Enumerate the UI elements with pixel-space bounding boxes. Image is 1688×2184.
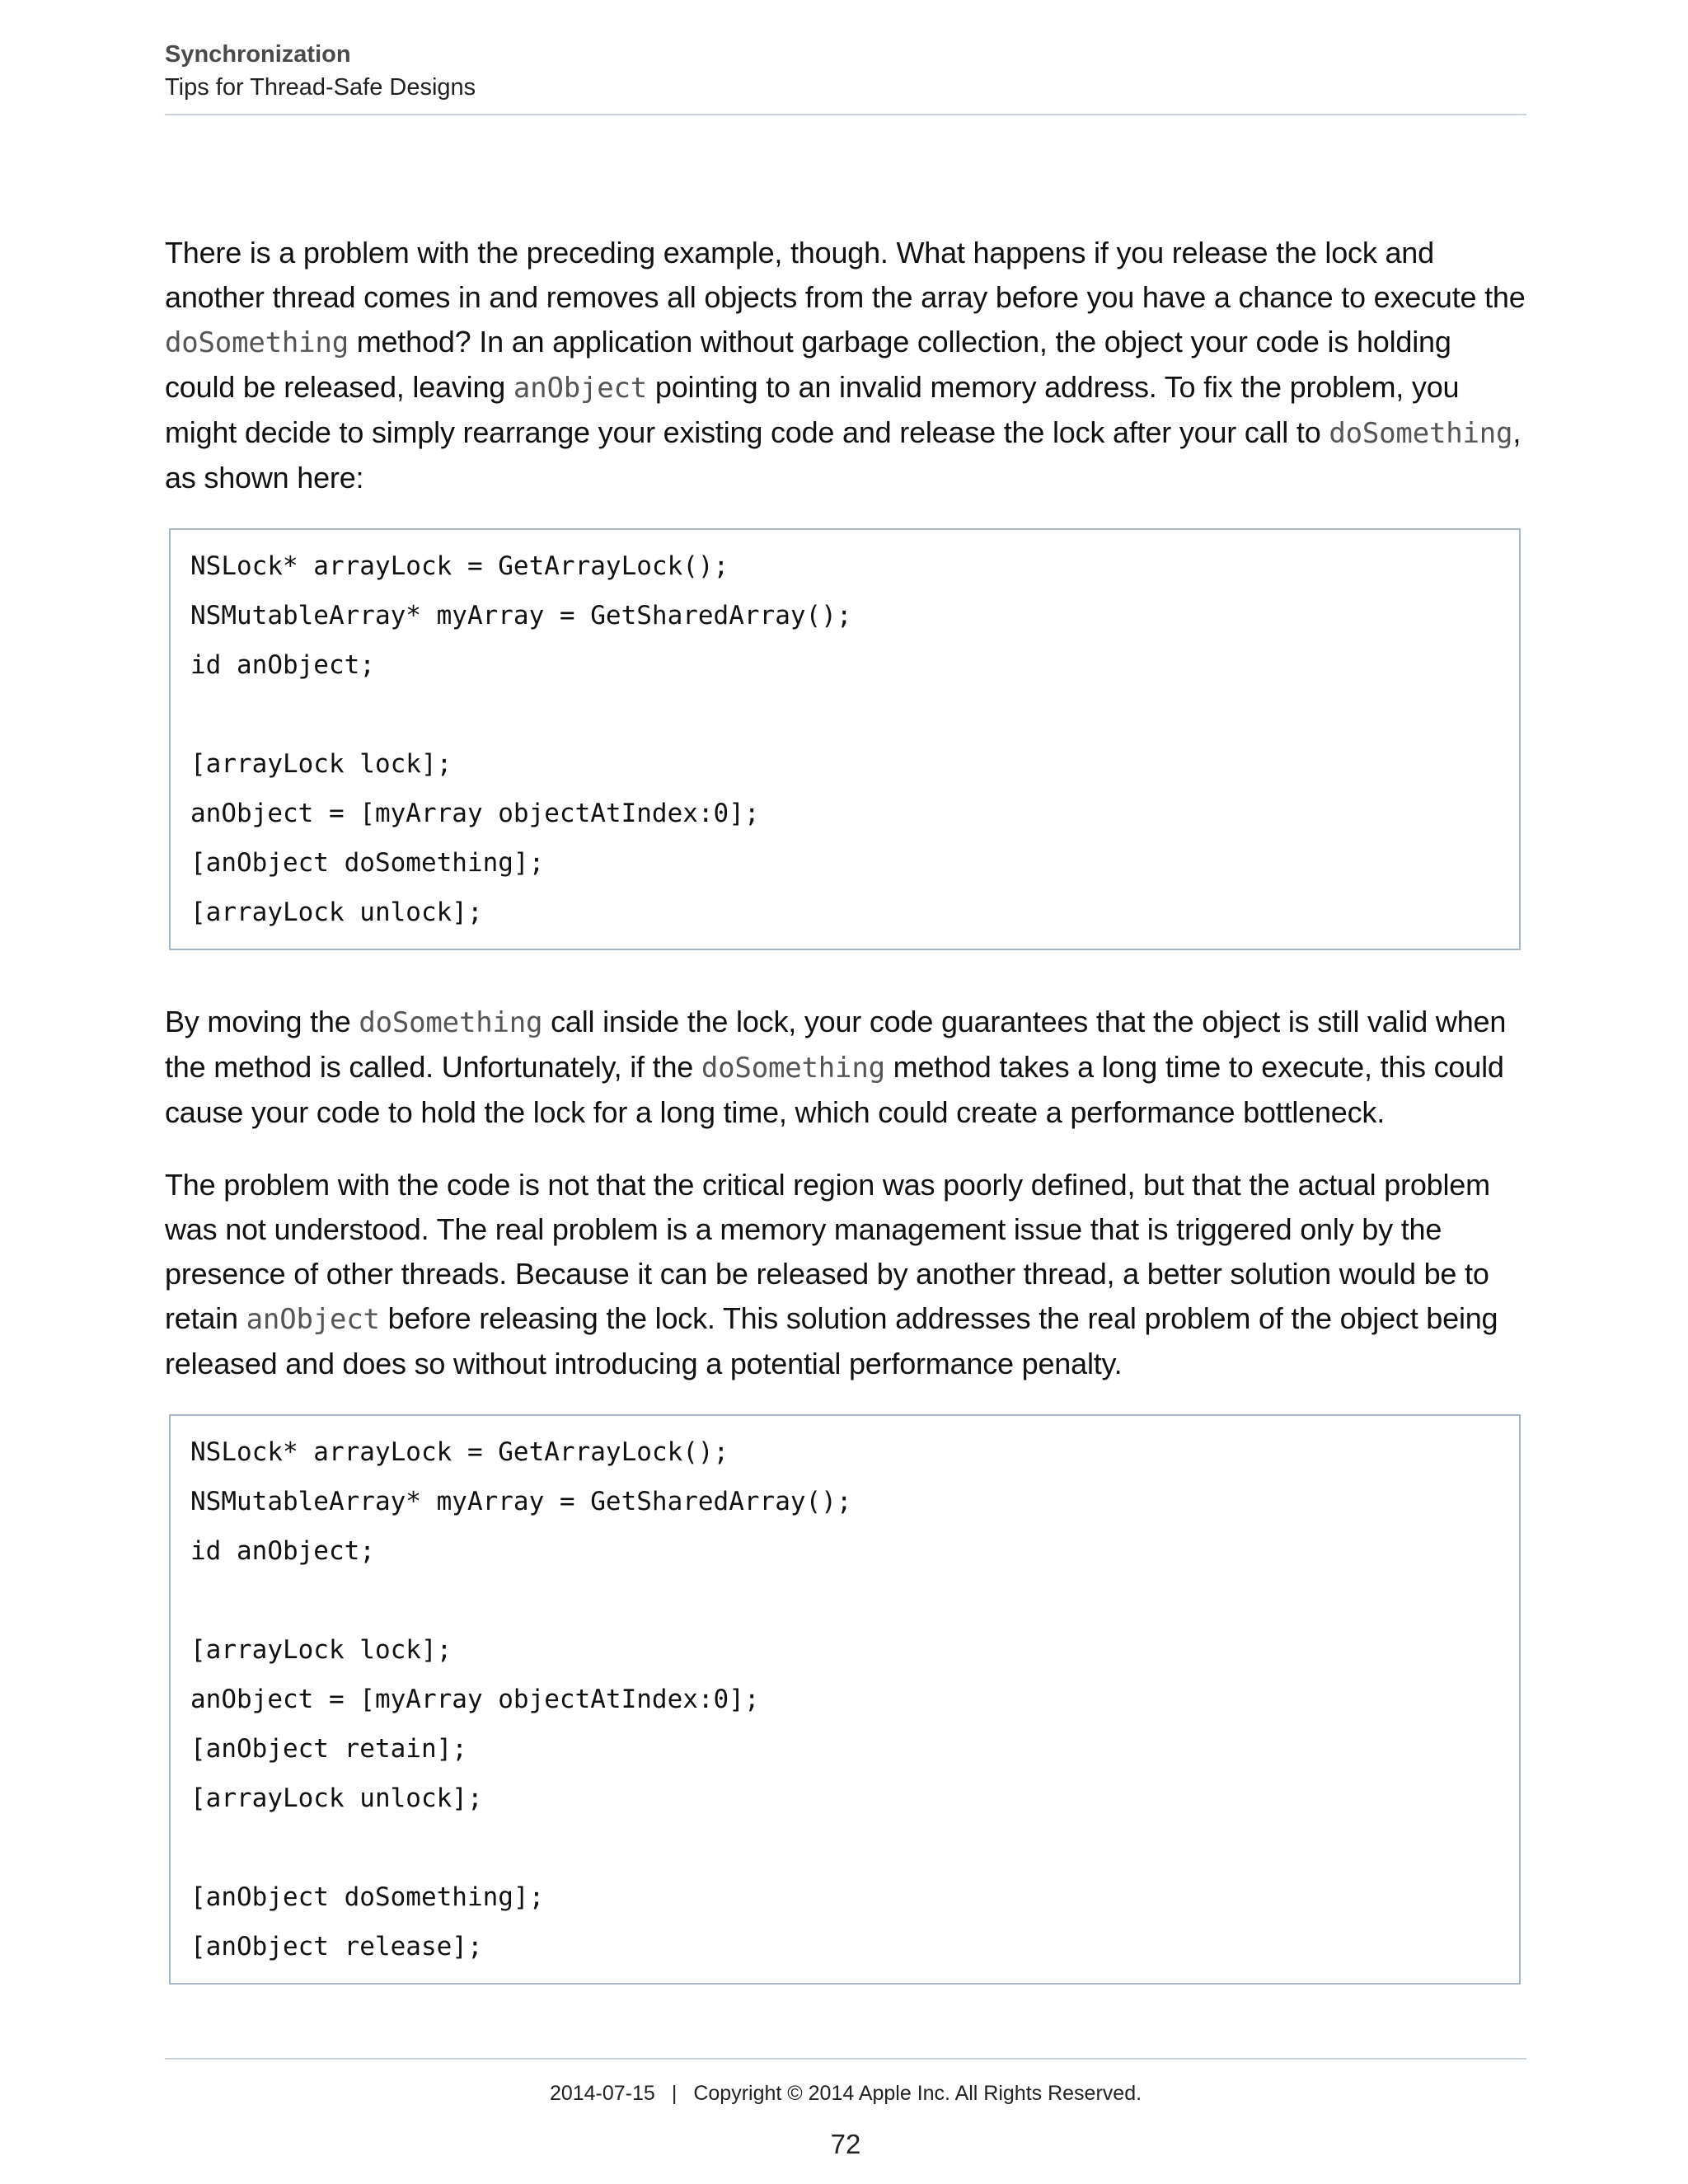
code-line [190,690,1499,739]
paragraph-text: method takes a long time to execute, this could cause your code to hold the lock for a long time, which could create a performance bottleneck. [165,1050,1504,1129]
paragraph-text: before releasing the lock. This solution addresses the real problem of the object being released and does so without introducing a potential performance penalty. [165,1301,1498,1380]
paragraph-text: pointing to an invalid memory address. To fix the problem, you might decide to simply rearrange your existing code and release the lock after your call to [165,370,1460,449]
inline-code: anObject [246,1303,380,1336]
code-line: [arrayLock lock]; [190,749,452,779]
paragraph-problem [165,1163,1526,1386]
paragraph-text: call inside the lock, your code guarantees that the object is still valid when the method is called. Unfortunately, if the [165,1005,1507,1084]
code-line [190,1576,1499,1625]
code-line: NSLock* arrayLock = GetArrayLock(); [190,551,729,581]
code-line: [anObject release]; [190,1932,483,1961]
page-number: 72 [830,2129,861,2159]
code-line: [anObject doSomething]; [190,1882,545,1912]
code-line: [anObject retain]; [190,1734,467,1764]
inline-code: doSomething [1329,417,1513,450]
code-line [190,1823,1499,1872]
code-line: id anObject; [190,1536,375,1566]
footer-copyright: Copyright © 2014 Apple Inc. All Rights Reserved. [693,2082,1142,2105]
paragraph-intro [165,231,1526,500]
code-listing-2 [169,1414,1521,1985]
code-line: NSMutableArray* myArray = GetSharedArray(); [190,1487,852,1516]
code-line: NSMutableArray* myArray = GetSharedArray(); [190,601,852,630]
paragraph-text: The problem with the code is not that the critical region was poorly defined, but that the actual problem was not understood. The real problem is a memory management issue that is triggered only by the presence of other threads. Because it can be released by another thread, a better solution would be to retain [165,1168,1490,1335]
paragraph-moving [165,1000,1526,1135]
code-line: NSLock* arrayLock = GetArrayLock(); [190,1437,729,1467]
inline-code: doSomething [701,1052,885,1085]
page-content [165,231,1526,1985]
code-listing-1 [169,528,1521,950]
code-line: anObject = [myArray objectAtIndex:0]; [190,1685,760,1714]
page-footer [165,2058,1526,2160]
paragraph-text: , as shown here: [165,415,1522,494]
chapter-title: Synchronization [165,41,351,68]
paragraph-text: There is a problem with the preceding example, though. What happens if you release the lock and another thread comes in and removes all objects from the array before you have a chance to execute the [165,236,1526,314]
section-title: Tips for Thread-Safe Designs [165,74,476,101]
code-line: [anObject doSomething]; [190,848,545,878]
paragraph-text: By moving the [165,1005,359,1038]
paragraph-text: method? In an application without garbage collection, the object your code is holding could be released, leaving [165,325,1451,404]
inline-code: doSomething [165,326,349,359]
code-line: anObject = [myArray objectAtIndex:0]; [190,799,760,828]
footer-separator: | [671,2082,678,2105]
code-line: [arrayLock lock]; [190,1635,452,1665]
page-header [165,38,1526,115]
footer-date: 2014-07-15 [549,2082,655,2105]
code-line: [arrayLock unlock]; [190,1783,483,1813]
code-line: [arrayLock unlock]; [190,898,483,927]
inline-code: doSomething [359,1006,543,1039]
inline-code: anObject [513,372,648,405]
footer-info [165,2079,1526,2107]
code-line: id anObject; [190,650,375,680]
